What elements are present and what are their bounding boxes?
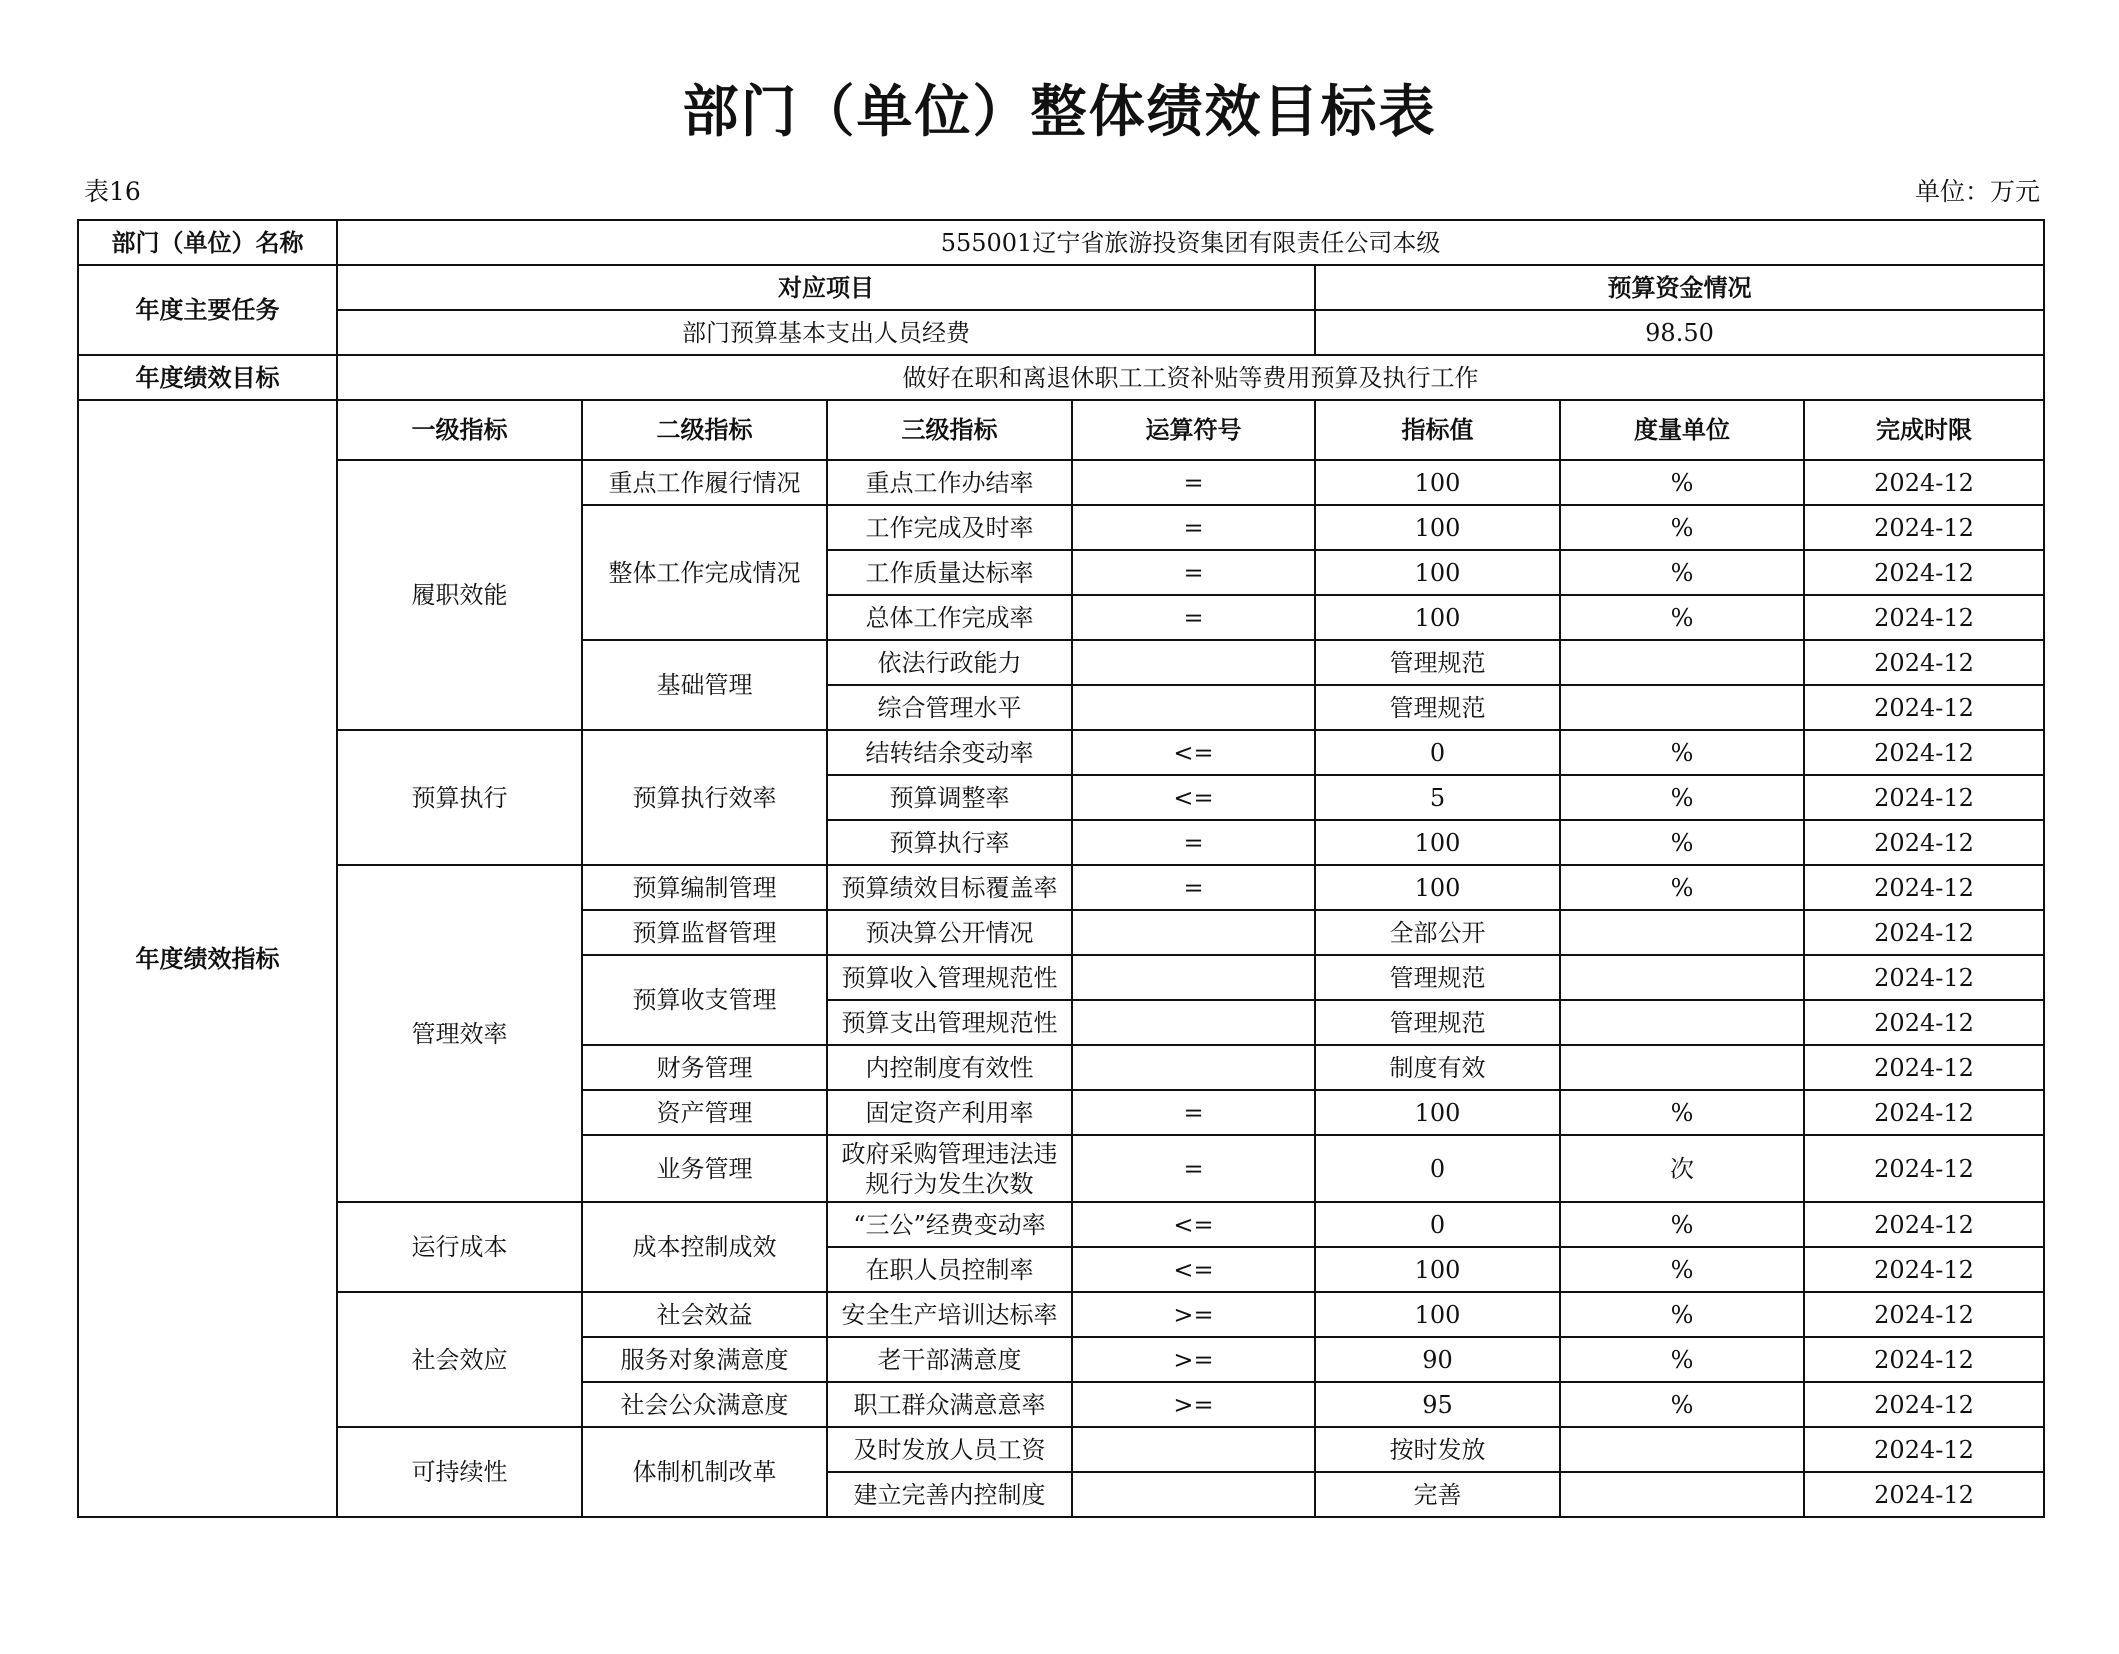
value-cell: 95 — [1315, 1382, 1560, 1427]
level3-cell: 依法行政能力 — [827, 640, 1072, 685]
unit-cell — [1560, 685, 1804, 730]
task-budget: 98.50 — [1315, 310, 2044, 355]
operator-cell — [1072, 1000, 1315, 1045]
level3-cell: 政府采购管理违法违规行为发生次数 — [827, 1135, 1072, 1202]
level1-cell: 可持续性 — [337, 1427, 582, 1517]
level2-cell: 重点工作履行情况 — [582, 460, 827, 505]
operator-cell: = — [1072, 505, 1315, 550]
unit-cell: % — [1560, 1090, 1804, 1135]
value-cell: 90 — [1315, 1337, 1560, 1382]
unit-cell: % — [1560, 1202, 1804, 1247]
unit-cell: % — [1560, 460, 1804, 505]
value-cell: 100 — [1315, 595, 1560, 640]
unit-cell: % — [1560, 1382, 1804, 1427]
level3-cell: 建立完善内控制度 — [827, 1472, 1072, 1517]
deadline-cell: 2024-12 — [1804, 640, 2044, 685]
deadline-cell: 2024-12 — [1804, 1045, 2044, 1090]
level3-cell: 综合管理水平 — [827, 685, 1072, 730]
level1-cell: 社会效应 — [337, 1292, 582, 1427]
level3-cell: 固定资产利用率 — [827, 1090, 1072, 1135]
level2-cell: 资产管理 — [582, 1090, 827, 1135]
level2-cell: 预算执行效率 — [582, 730, 827, 865]
unit-cell: % — [1560, 505, 1804, 550]
level3-cell: 及时发放人员工资 — [827, 1427, 1072, 1472]
unit-cell — [1560, 640, 1804, 685]
value-cell: 管理规范 — [1315, 955, 1560, 1000]
table-row — [78, 1292, 2044, 1337]
unit-cell — [1560, 955, 1804, 1000]
deadline-cell: 2024-12 — [1804, 1000, 2044, 1045]
operator-cell: <= — [1072, 1247, 1315, 1292]
unit-cell: % — [1560, 1247, 1804, 1292]
level2-cell: 预算收支管理 — [582, 955, 827, 1045]
operator-cell — [1072, 1045, 1315, 1090]
operator-cell: >= — [1072, 1382, 1315, 1427]
value-cell: 100 — [1315, 1247, 1560, 1292]
level1-cell: 履职效能 — [337, 460, 582, 730]
value-cell: 100 — [1315, 865, 1560, 910]
unit-cell — [1560, 1427, 1804, 1472]
table-row — [78, 1427, 2044, 1472]
value-cell: 0 — [1315, 1135, 1560, 1202]
value-cell: 100 — [1315, 1292, 1560, 1337]
level3-cell: 预决算公开情况 — [827, 910, 1072, 955]
level1-cell: 预算执行 — [337, 730, 582, 865]
level3-cell: 预算收入管理规范性 — [827, 955, 1072, 1000]
operator-cell: = — [1072, 820, 1315, 865]
level3-cell: 预算执行率 — [827, 820, 1072, 865]
value-cell: 0 — [1315, 1202, 1560, 1247]
level3-cell: 工作完成及时率 — [827, 505, 1072, 550]
header-deadline: 完成时限 — [1804, 400, 2044, 460]
operator-cell: >= — [1072, 1292, 1315, 1337]
deadline-cell: 2024-12 — [1804, 505, 2044, 550]
unit-cell: % — [1560, 550, 1804, 595]
value-cell: 按时发放 — [1315, 1427, 1560, 1472]
deadline-cell: 2024-12 — [1804, 1292, 2044, 1337]
level3-cell: 结转结余变动率 — [827, 730, 1072, 775]
deadline-cell: 2024-12 — [1804, 1337, 2044, 1382]
unit-cell — [1560, 910, 1804, 955]
page-title: 部门（单位）整体绩效目标表 — [682, 80, 1437, 145]
deadline-cell: 2024-12 — [1804, 775, 2044, 820]
value-cell: 管理规范 — [1315, 640, 1560, 685]
level2-cell: 社会效益 — [582, 1292, 827, 1337]
dept-name: 555001辽宁省旅游投资集团有限责任公司本级 — [337, 220, 2044, 265]
value-cell: 100 — [1315, 460, 1560, 505]
deadline-cell: 2024-12 — [1804, 1472, 2044, 1517]
deadline-cell: 2024-12 — [1804, 1427, 2044, 1472]
level2-cell: 财务管理 — [582, 1045, 827, 1090]
header-level3: 三级指标 — [827, 400, 1072, 460]
unit-cell: % — [1560, 820, 1804, 865]
level3-cell: “三公”经费变动率 — [827, 1202, 1072, 1247]
unit-cell — [1560, 1045, 1804, 1090]
header-operator: 运算符号 — [1072, 400, 1315, 460]
deadline-cell: 2024-12 — [1804, 865, 2044, 910]
goal-label: 年度绩效目标 — [78, 355, 337, 400]
task-project: 部门预算基本支出人员经费 — [337, 310, 1315, 355]
level2-cell: 服务对象满意度 — [582, 1337, 827, 1382]
header-unit: 度量单位 — [1560, 400, 1804, 460]
operator-cell: >= — [1072, 1337, 1315, 1382]
level2-cell: 整体工作完成情况 — [582, 505, 827, 640]
header-level2: 二级指标 — [582, 400, 827, 460]
level3-cell: 安全生产培训达标率 — [827, 1292, 1072, 1337]
deadline-cell: 2024-12 — [1804, 595, 2044, 640]
header-value: 指标值 — [1315, 400, 1560, 460]
deadline-cell: 2024-12 — [1804, 1135, 2044, 1202]
deadline-cell: 2024-12 — [1804, 550, 2044, 595]
unit-cell: % — [1560, 775, 1804, 820]
table-row — [78, 865, 2044, 910]
unit-cell — [1560, 1472, 1804, 1517]
operator-cell — [1072, 640, 1315, 685]
unit-cell: % — [1560, 730, 1804, 775]
table-row — [78, 460, 2044, 505]
unit-cell — [1560, 1000, 1804, 1045]
table-row — [78, 730, 2044, 775]
deadline-cell: 2024-12 — [1804, 1090, 2044, 1135]
value-cell: 100 — [1315, 550, 1560, 595]
operator-cell: = — [1072, 865, 1315, 910]
level3-cell: 预算支出管理规范性 — [827, 1000, 1072, 1045]
value-cell: 5 — [1315, 775, 1560, 820]
level3-cell: 在职人员控制率 — [827, 1247, 1072, 1292]
level3-cell: 总体工作完成率 — [827, 595, 1072, 640]
value-cell: 制度有效 — [1315, 1045, 1560, 1090]
level1-cell: 运行成本 — [337, 1202, 582, 1292]
level2-cell: 预算监督管理 — [582, 910, 827, 955]
deadline-cell: 2024-12 — [1804, 730, 2044, 775]
level3-cell: 老干部满意度 — [827, 1337, 1072, 1382]
level3-cell: 重点工作办结率 — [827, 460, 1072, 505]
unit-cell: % — [1560, 1292, 1804, 1337]
deadline-cell: 2024-12 — [1804, 910, 2044, 955]
unit-label: 单位：万元 — [1914, 177, 2040, 206]
operator-cell — [1072, 955, 1315, 1000]
deadline-cell: 2024-12 — [1804, 1247, 2044, 1292]
value-cell: 管理规范 — [1315, 1000, 1560, 1045]
value-cell: 完善 — [1315, 1472, 1560, 1517]
value-cell: 100 — [1315, 1090, 1560, 1135]
value-cell: 100 — [1315, 820, 1560, 865]
operator-cell: = — [1072, 550, 1315, 595]
operator-cell: <= — [1072, 775, 1315, 820]
level2-cell: 业务管理 — [582, 1135, 827, 1202]
value-cell: 0 — [1315, 730, 1560, 775]
deadline-cell: 2024-12 — [1804, 1202, 2044, 1247]
deadline-cell: 2024-12 — [1804, 955, 2044, 1000]
dept-label: 部门（单位）名称 — [78, 220, 337, 265]
table-row — [78, 1202, 2044, 1247]
operator-cell — [1072, 1472, 1315, 1517]
level3-cell: 预算绩效目标覆盖率 — [827, 865, 1072, 910]
level3-cell: 职工群众满意意率 — [827, 1382, 1072, 1427]
value-cell: 100 — [1315, 505, 1560, 550]
value-cell: 管理规范 — [1315, 685, 1560, 730]
header-level1: 一级指标 — [337, 400, 582, 460]
level2-cell: 预算编制管理 — [582, 865, 827, 910]
level2-cell: 社会公众满意度 — [582, 1382, 827, 1427]
operator-cell: = — [1072, 595, 1315, 640]
goal-text: 做好在职和离退休职工工资补贴等费用预算及执行工作 — [337, 355, 2044, 400]
level2-cell: 体制机制改革 — [582, 1427, 827, 1517]
task-header-budget: 预算资金情况 — [1315, 265, 2044, 310]
operator-cell: = — [1072, 1135, 1315, 1202]
operator-cell — [1072, 1427, 1315, 1472]
task-label: 年度主要任务 — [78, 265, 337, 355]
operator-cell: <= — [1072, 1202, 1315, 1247]
indicator-label: 年度绩效指标 — [78, 400, 337, 1517]
deadline-cell: 2024-12 — [1804, 820, 2044, 865]
level3-cell: 预算调整率 — [827, 775, 1072, 820]
unit-cell: % — [1560, 865, 1804, 910]
level2-cell: 成本控制成效 — [582, 1202, 827, 1292]
performance-table — [77, 219, 2045, 1518]
unit-cell: 次 — [1560, 1135, 1804, 1202]
level3-cell: 内控制度有效性 — [827, 1045, 1072, 1090]
unit-cell: % — [1560, 595, 1804, 640]
unit-cell: % — [1560, 1337, 1804, 1382]
operator-cell — [1072, 685, 1315, 730]
level3-cell: 工作质量达标率 — [827, 550, 1072, 595]
deadline-cell: 2024-12 — [1804, 460, 2044, 505]
deadline-cell: 2024-12 — [1804, 685, 2044, 730]
operator-cell — [1072, 910, 1315, 955]
level2-cell: 基础管理 — [582, 640, 827, 730]
level1-cell: 管理效率 — [337, 865, 582, 1202]
task-header-project: 对应项目 — [337, 265, 1315, 310]
operator-cell: <= — [1072, 730, 1315, 775]
value-cell: 全部公开 — [1315, 910, 1560, 955]
table-number: 表16 — [84, 177, 141, 206]
operator-cell: = — [1072, 460, 1315, 505]
operator-cell: = — [1072, 1090, 1315, 1135]
deadline-cell: 2024-12 — [1804, 1382, 2044, 1427]
